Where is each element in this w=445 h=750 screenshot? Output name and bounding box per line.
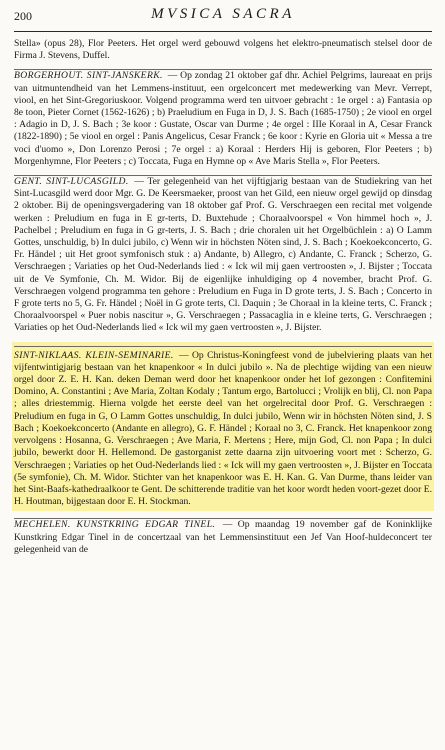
section-paragraph [14,176,432,335]
section-body: — Ter gelegenheid van het vijftigjarig bestaan van de Studiekring van het Sint-Lucasgild werd door Mgr. G. De Keersmaeker, proost van het Gild, een nieuw orgel gewijd op dinsdag 2 oktober. Bij de openingsvergadering van 18 oktober gaf Prof. G. Verschraegen een recital met volgende werken : Preludium en fuga in E gr-terts, D. Buxtehude ; Choraalvoorspel « Von himmel hoch », J. Pachelbel ; Preludium en fuga in G gr-terts, J. S. Bach ; drie choralen uit het Orgelbüchlein : a) O Lamm Gottes, unschuldig, b) In dulci jubilo, c) Wenn wir in höchsten Nöten sind, J. S. Bach ; Koekoekconcerto, G. Fr. Händel ; uit Het groot symfonisch stuk : a) Andante, b) Allegro, c) Andante, C. Franck ; Scherzo, G. Verschraegen ; Variaties op het Oud-Nederlands lied : « Ick wil mij gaen vertroosten », J. Bijster ; Toccata uit de Ve Symfonie, Ch. M. Widor. Bij de eigenlijke inhuldiging op 4 november, bracht Prof. G. Verschraegen volgend programma ten gehore : Preludium en Fuga in D grote terts, J. S. Bach ; Concerto in F grote terts no 5, G. Fr. Händel ; Noël in G grote terts, Cl. Daquin ; 3e Choraal in la kleine terts, C. Franck ; Choraalvoorspel « Puer nobis nascitur », G. Verschraegen ; Passacaglia in e kleine terts, G. Verschraegen ; Variaties op het Oud-Nederlands lied « Ick wil my gaen vertroosten », J. Bijster. [14,176,432,334]
page-number: 200 [14,9,32,23]
section-heading: GENT. SINT-LUCASGILD. [14,176,129,188]
section-divider [14,346,432,347]
section-heading: SINT-NIKLAAS. KLEIN-SEMINARIE. [14,349,174,361]
section-heading: MECHELEN. KUNSTKRING EDGAR TINEL. [14,519,216,531]
section-mechelen [14,518,432,556]
intro-paragraph: Stella» (opus 28), Flor Peeters. Het orgel werd gebouwd volgens het elektro-pneumatisch stelsel door de Firma J. Stevens, Duffel. [14,38,432,62]
section-heading: BORGERHOUT. SINT-JANSKERK. [14,70,163,82]
section-body: — Op zondag 21 oktober gaf dhr. Achiel Pelgrims, laureaat en prijs van uitmuntendheid van het Lemmens-instituut, een orgelconcert met medewerking van Mevr. Verrept, viool, en het Sint-Gregoriuskoor. Volgend programma werd ten uitvoer gebracht : 1e orgel : a) Fantasia op 8e toon, Pieter Cornet (1562-1626) ; b) Praeludium en Fuga in D, J. S. Bach (1685-1750) ; 2e viool en orgel : Adagio in D, J. S. Bach ; 3e koor : Gustate, Oscar van Durme ; 4e orgel : IIIe Koraal in A, Cesar Franck (1822-1890) ; 5e viool en orgel : Panis Angelicus, Cesar Franck ; 6e koor : Kyrie en Gloria uit « Messa a tre voci d'uomo », Don Lorenzo Perosi ; 7e orgel : a) Koraal : Herders Hij is geboren, Flor Peeters ; b) Morgenhymne, Flor Peeters ; c) Toccata, Fuga en Hymne op « Ave Maris Stella », Flor Peeters. [14,70,433,167]
section-borgerhout [14,69,432,168]
section-body: — Op Christus-Koningfeest vond de jubelviering plaats van het vijfentwintigjarig bestaan van het knapenkoor « In dulci jubilo ». Na de plechtige wijding van een nieuw orgel door Z. E. H. Kan. deken Deman werd door het knapenkoor onder het lof gezongen : Confitemini Domino, A. Constantini ; Ave Maria, Zoltan Kodaly ; Tantum ergo, Bartolucci ; Vrolijk en blij, Cl. non Papa ; alles driestemmig. Hierna volgde het eerste deel van het orgelrecital door Prof. G. Verschraegen : Preludium en fuga in G, O Lamm Gottes unschuldig, In dulci jubilo, Wenn wir in höchsten Nöten sind, J. S Bach ; Koekoekconcerto (Andante en allegro), G. F. Händel ; Koraal no 3, C. Franck. Het knapenkoor zong vervolgens : Hosanna, G. Verschraegen ; Ave Maria, F. Mertens ; Here, mijn God, Cl. non Papa ; In dulci jubilo, bewerkt door H. Hellemond. De gastorganist zette daarna zijn uitvoering voort met : Scherzo, G. Verschraegen ; Variaties op het Oud-Nederlands lied : « Ick will my gaen vertroosten », J. Bijster en Toccata (5e symfonie), Ch. M. Widor. Stichter van het knapenkoor was E. H. Kan. G. Van Durme, thans leider van het Sint-Baafs-kathedraalkoor te Gent. De schitterende traditie van het koor wordt heden voort-gezet door E. H. Houtman, bijgestaan door E. H. Stockman. [14,349,432,508]
section-paragraph [14,519,432,556]
page-header [14,0,432,36]
section-paragraph [14,70,432,168]
section-body: — Op maandag 19 november gaf de Koninklijke Kunstkring Edgar Tinel in de concertzaal van het Lemmensinstituut een Jef Van Hoof-huldeconcert ter gelegenheid van de [14,519,432,555]
header-divider [14,31,432,32]
section-paragraph [14,350,432,509]
running-title: MVSICA SACRA [151,6,295,22]
section-sint-niklaas-highlighted [12,342,434,512]
section-gent [14,175,432,335]
